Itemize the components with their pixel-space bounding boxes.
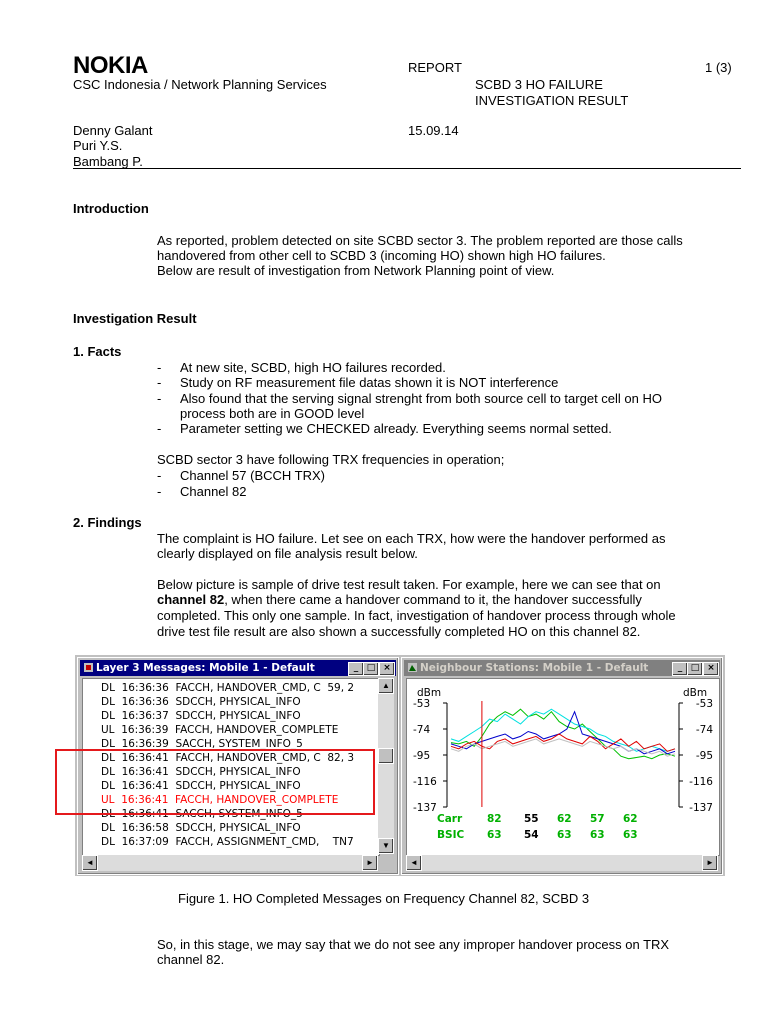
closing-line: channel 82.: [157, 952, 225, 967]
series-line-3: [451, 734, 675, 751]
scroll-left-button[interactable]: ◄: [406, 855, 422, 871]
scroll-up-button[interactable]: ▲: [378, 678, 394, 694]
org-name: CSC Indonesia / Network Planning Services: [73, 77, 327, 92]
y-tick-label-left: -53: [413, 698, 431, 710]
header-divider: [73, 168, 741, 169]
scroll-left-button[interactable]: ◄: [82, 855, 98, 871]
app-icon: [407, 662, 418, 673]
maximize-button[interactable]: □: [363, 662, 379, 676]
minimize-button[interactable]: _: [348, 662, 364, 676]
investigation-heading: Investigation Result: [73, 311, 197, 326]
author-3: Bambang P.: [73, 154, 143, 169]
neighbour-titlebar: [404, 660, 720, 676]
intro-line: As reported, problem detected on site SCBD sector 3. The problem reported are those calls: [157, 233, 683, 248]
message-row[interactable]: DL 16:36:37 SDCCH, PHYSICAL_INFO: [101, 710, 301, 722]
layer3-titlebar: [80, 660, 396, 676]
y-tick-label-right: -137: [689, 802, 713, 814]
doc-title-line2: INVESTIGATION RESULT: [475, 93, 629, 108]
findings-line: completed. This only one sample. In fact, investigation of handover process through whole: [157, 608, 676, 623]
y-tick-label-right: -53: [695, 698, 713, 710]
closing-line: So, in this stage, we may say that we do not see any improper handover process on TRX: [157, 937, 670, 952]
layer3-hscrollbar[interactable]: [82, 855, 378, 871]
y-tick-label-left: -74: [413, 724, 431, 736]
neighbour-window: [401, 657, 723, 875]
message-row[interactable]: DL 16:36:36 SDCCH, PHYSICAL_INFO: [101, 696, 301, 708]
findings-line: channel 82, when there came a handover command to it, the handover successfully: [157, 592, 642, 607]
carr-value: 62: [623, 813, 638, 825]
figure-caption: Figure 1. HO Completed Messages on Frequency Channel 82, SCBD 3: [178, 891, 590, 906]
intro-line: handovered from other cell to SCBD 3 (incoming HO) shown high HO failures.: [157, 248, 606, 263]
trx-intro: SCBD sector 3 have following TRX frequencies in operation;: [157, 452, 505, 467]
neighbour-chart-panel: [406, 678, 720, 856]
neighbour-title: Neighbour Stations: Mobile 1 - Default: [420, 662, 649, 674]
layer3-title: Layer 3 Messages: Mobile 1 - Default: [96, 662, 315, 674]
findings-line: clearly displayed on file analysis result below.: [157, 546, 418, 561]
findings-line: drive test file result are also shown a successfully completed HO on this channel 82.: [157, 624, 641, 639]
page-number: 1 (3): [705, 60, 732, 75]
maximize-button[interactable]: □: [687, 662, 703, 676]
bsic-label: BSIC: [437, 829, 465, 841]
message-row[interactable]: DL 16:36:41 SACCH, SYSTEM_INFO_5: [101, 808, 303, 820]
carr-value: 82: [487, 813, 502, 825]
app-icon: [83, 662, 94, 673]
doc-title-line1: SCBD 3 HO FAILURE: [475, 77, 603, 92]
doc-type: REPORT: [408, 60, 462, 75]
close-button[interactable]: ×: [379, 662, 395, 676]
layer3-vscrollbar[interactable]: [378, 678, 394, 854]
y-tick-label-right: -95: [695, 750, 713, 762]
doc-date: 15.09.14: [408, 123, 459, 138]
intro-line: Below are result of investigation from Network Planning point of view.: [157, 263, 555, 278]
y-tick-label-left: -137: [413, 802, 437, 814]
scroll-right-button[interactable]: ►: [362, 855, 378, 871]
scroll-right-button[interactable]: ►: [702, 855, 718, 871]
nokia-logo: NOKIA: [73, 52, 148, 79]
series-line-4: [451, 739, 675, 756]
carr-value: 62: [557, 813, 572, 825]
neighbour-hscrollbar[interactable]: [406, 855, 718, 871]
y-tick-label-left: -116: [413, 776, 437, 788]
channel-82-bold: channel 82: [157, 592, 225, 607]
findings-line: Below picture is sample of drive test result taken. For example, here we can see that on: [157, 577, 661, 592]
carr-label: Carr: [437, 813, 463, 825]
bsic-value: 63: [623, 829, 638, 841]
bsic-value: 63: [487, 829, 502, 841]
series-line-1: [451, 709, 675, 751]
scroll-down-button[interactable]: ▼: [378, 838, 394, 854]
message-row[interactable]: DL 16:36:41 SDCCH, PHYSICAL_INFO: [101, 780, 301, 792]
carr-value: 57: [590, 813, 605, 825]
minimize-button[interactable]: _: [672, 662, 688, 676]
y-tick-label-right: -116: [689, 776, 713, 788]
bsic-value: 54: [524, 829, 539, 841]
bsic-value: 63: [590, 829, 605, 841]
y-tick-label-left: -95: [413, 750, 431, 762]
message-row[interactable]: UL 16:36:41 FACCH, HANDOVER_COMPLETE: [101, 794, 339, 806]
message-row[interactable]: DL 16:36:39 SACCH, SYSTEM_INFO_5: [101, 738, 303, 750]
intro-heading: Introduction: [73, 201, 149, 216]
message-row[interactable]: DL 16:37:09 FACCH, ASSIGNMENT_CMD, TN7: [101, 836, 354, 848]
scroll-thumb[interactable]: [378, 748, 394, 764]
findings-line: The complaint is HO failure. Let see on each TRX, how were the handover performed as: [157, 531, 666, 546]
y-unit-left: dBm: [417, 687, 442, 699]
findings-heading: 2. Findings: [73, 515, 142, 530]
facts-heading: 1. Facts: [73, 344, 122, 359]
bsic-value: 63: [557, 829, 572, 841]
y-unit-right: dBm: [683, 687, 708, 699]
message-row[interactable]: DL 16:36:41 SDCCH, PHYSICAL_INFO: [101, 766, 301, 778]
message-row[interactable]: DL 16:36:36 FACCH, HANDOVER_CMD, C 59, 2: [101, 682, 355, 694]
highlight-box: [55, 749, 375, 815]
author-2: Puri Y.S.: [73, 138, 123, 153]
fact-item-continuation: process both are in GOOD level: [180, 406, 365, 421]
y-tick-label-right: -74: [695, 724, 713, 736]
message-row[interactable]: UL 16:36:39 FACCH, HANDOVER_COMPLETE: [101, 724, 339, 736]
close-button[interactable]: ×: [703, 662, 719, 676]
message-row[interactable]: DL 16:36:41 FACCH, HANDOVER_CMD, C 82, 3: [101, 752, 355, 764]
carr-value: 55: [524, 813, 539, 825]
message-row[interactable]: DL 16:36:58 SDCCH, PHYSICAL_INFO: [101, 822, 301, 834]
author-1: Denny Galant: [73, 123, 153, 138]
